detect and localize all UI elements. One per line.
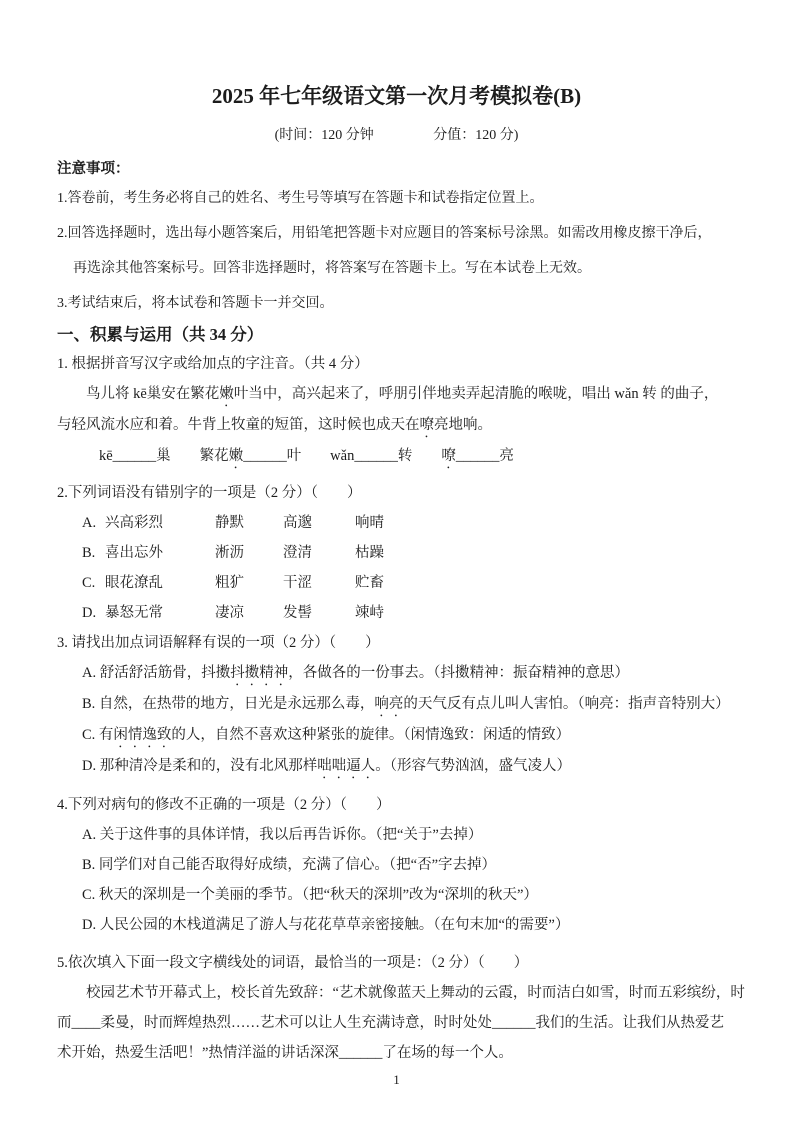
option-word: 凄凉: [215, 605, 244, 621]
option-word: 暴怒无常: [105, 605, 163, 621]
question-1-pinyin-blanks: [57, 441, 736, 472]
question-5-paragraph-line-2: 而____柔曼，时而辉煌热烈……艺术可以让人生充满诗意，时时处处______我们的生活。让我们从热爱艺: [57, 1015, 724, 1031]
option-word: 枯躁: [355, 545, 384, 561]
emphasized-text: 嫩: [219, 386, 234, 402]
question-2-option-c: [57, 568, 736, 598]
emphasized-text: 闲情逸致: [113, 727, 172, 743]
question-3-option-b: [57, 689, 736, 720]
text-segment: 鸟儿将 kē巢安在繁花: [86, 386, 220, 402]
text-segment: B. 自然，在热带的地方，日光是永远那么毒，: [82, 696, 375, 712]
section-1-heading: 一、积累与运用（共 34 分）: [57, 325, 264, 344]
option-word: 竦峙: [355, 605, 384, 621]
exam-meta-time: (时间：120 分钟: [274, 128, 374, 143]
notice-item-1: 1.答卷前，考生务必将自己的姓名、考生号等填写在答题卡和试卷指定位置上。: [57, 191, 544, 206]
option-word: 静默: [215, 515, 244, 531]
question-5-stem: 5.依次填入下面一段文字横线处的词语，最恰当的一项是：（2 分）（ ）: [57, 955, 529, 971]
question-4-option-b: B. 同学们对自己能否取得好成绩，充满了信心。（把“否”字去掉）: [82, 857, 497, 873]
text-segment: 亮地响。: [434, 417, 492, 433]
question-3-option-a: [57, 658, 736, 689]
notice-item-2-line-2: 再选涂其他答案标号。回答非选择题时，将答案写在答题卡上。写在本试卷上无效。: [73, 261, 591, 276]
text-segment: ______叶 wǎn______转: [243, 448, 442, 464]
question-1-paragraph-line-1: [57, 379, 736, 410]
exam-title: 2025 年七年级语文第一次月考模拟卷(B): [211, 84, 582, 108]
text-segment: 叶当中，高兴起来了，呼朋引伴地卖弄起清脆的喉咙，唱出 wǎn 转 的曲子，: [233, 386, 719, 402]
question-4-option-d: D. 人民公园的木栈道满足了游人与花花草草亲密接触。（在句末加“的需要”）: [82, 917, 570, 933]
option-word: 高邈: [283, 515, 312, 531]
notice-item-3: 3.考试结束后，将本试卷和答题卡一并交回。: [57, 296, 334, 311]
question-2-option-b: [57, 538, 736, 568]
notice-heading: 注意事项：: [57, 161, 130, 177]
option-word: 响晴: [355, 515, 384, 531]
text-segment: 的人，自然不喜欢这种紧张的旋律。（闲情逸致：闲适的情致）: [171, 727, 571, 743]
emphasized-text: 咄咄逼人: [317, 758, 376, 774]
question-2-option-d: [57, 598, 736, 628]
question-3-stem: 3. 请找出加点词语解释有误的一项（2 分）（ ）: [57, 635, 380, 651]
option-word: 发髻: [283, 605, 312, 621]
text-segment: D. 那种清冷是柔和的，没有北风那样: [82, 758, 318, 774]
emphasized-text: 嘹: [441, 448, 456, 464]
question-5-paragraph-line-1: 校园艺术节开幕式上，校长首先致辞：“艺术就像蓝天上舞动的云霞，时而洁白如雪，时而五彩缤纷，时: [86, 985, 745, 1001]
option-word: 淅沥: [215, 545, 244, 561]
option-word: 眼花潦乱: [105, 575, 163, 591]
option-label: D.: [82, 605, 97, 621]
question-5-paragraph-line-3: 术开始，热爱生活吧！”热情洋溢的讲话深深______了在场的每一个人。: [57, 1045, 513, 1061]
exam-meta-score: 分值：120 分): [433, 128, 519, 143]
option-word: 贮畜: [355, 575, 384, 591]
question-3-option-d: [57, 751, 736, 782]
page-number: 1: [393, 1072, 400, 1087]
text-segment: 。（形容气势汹汹，盛气凌人）: [375, 758, 571, 774]
question-3-option-c: [57, 720, 736, 751]
text-segment: kē______巢 繁花: [99, 448, 229, 464]
option-word: 喜出忘外: [105, 545, 163, 561]
text-segment: C. 有: [82, 727, 114, 743]
exam-meta: [57, 126, 736, 146]
option-word: 粗犷: [215, 575, 244, 591]
emphasized-text: 嘹: [419, 417, 434, 433]
option-word: 干涩: [283, 575, 312, 591]
emphasized-text: 响亮: [374, 696, 404, 712]
question-4-option-a: A. 关于这件事的具体详情，我以后再告诉你。（把“关于”去掉）: [82, 827, 483, 843]
option-label: A.: [82, 515, 97, 531]
question-2-option-a: [57, 508, 736, 538]
emphasized-text: 抖擞精神: [230, 665, 289, 681]
question-1-stem: 1. 根据拼音写汉字或给加点的字注音。（共 4 分）: [57, 356, 369, 372]
question-2-stem: 2.下列词语没有错别字的一项是（2 分）（ ）: [57, 485, 362, 501]
text-segment: 的天气反有点儿叫人害怕。（响亮：指声音特别大）: [403, 696, 730, 712]
option-label: B.: [82, 545, 96, 561]
notice-item-2-line-1: 2.回答选择题时，选出每小题答案后，用铅笔把答题卡对应题目的答案标号涂黑。如需改用橡皮擦干净后，: [57, 226, 712, 241]
question-1-paragraph-line-2: [57, 410, 736, 441]
option-word: 澄清: [283, 545, 312, 561]
question-4-stem: 4.下列对病句的修改不正确的一项是（2 分）（ ）: [57, 797, 391, 813]
text-segment: A. 舒活舒活筋骨，抖擞: [82, 665, 231, 681]
option-word: 兴高彩烈: [105, 515, 163, 531]
text-segment: ，各做各的一份事去。（抖擞精神：振奋精神的意思）: [288, 665, 629, 681]
text-segment: 与轻风流水应和着。牛背上牧童的短笛，这时候也成天在: [57, 417, 420, 433]
emphasized-text: 嫩: [228, 448, 244, 464]
text-segment: ______亮: [455, 448, 514, 464]
question-4-option-c: C. 秋天的深圳是一个美丽的季节。（把“秋天的深圳”改为“深圳的秋天”）: [82, 887, 538, 903]
option-label: C.: [82, 575, 96, 591]
